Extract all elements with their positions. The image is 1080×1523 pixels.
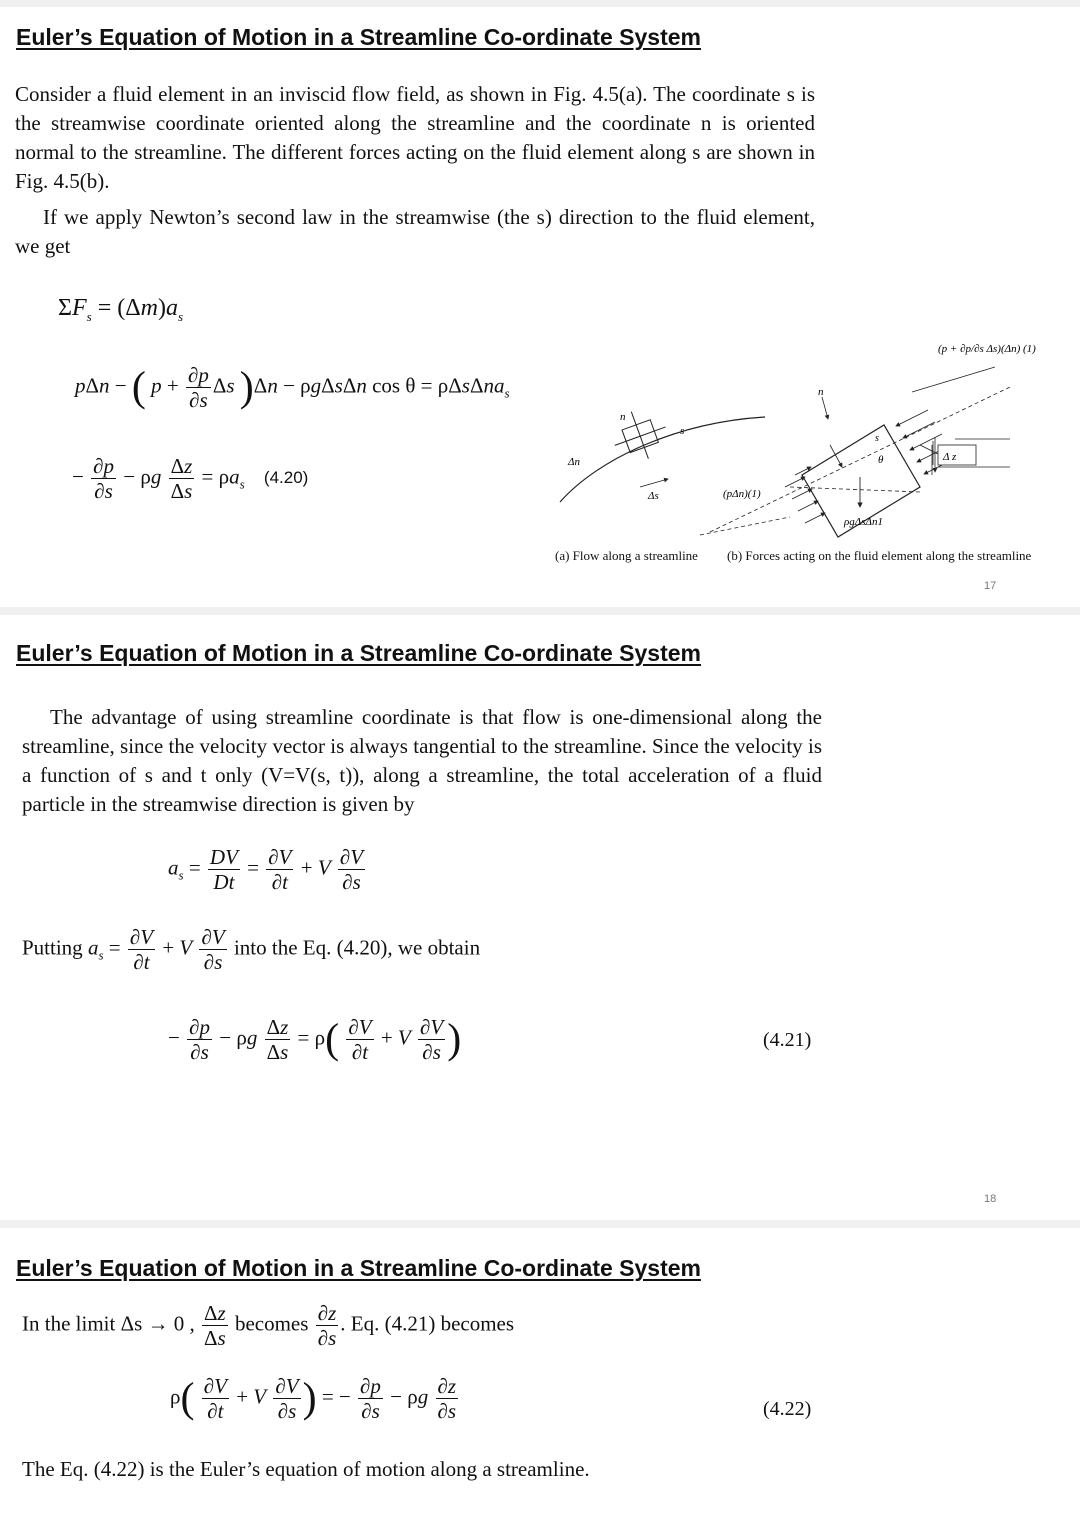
streamline-figure: [540, 327, 1080, 547]
limit-line: In the limit Δs → 0 , $\frac{\Delta z}{\Delta s}$ becomes $\frac{\partial z}{\partial s}$ . Eq. (4.21) becomes: [22, 1301, 515, 1350]
newton-paragraph: If we apply Newton’s second law in the streamwise (the s) direction to the fluid element, we get: [15, 205, 815, 258]
closing-sentence: The Eq. (4.22) is the Euler’s equation of motion along a streamline.: [22, 1457, 590, 1481]
page-number: 18: [984, 1193, 997, 1205]
svg-text:(p + ∂p/∂s Δs)(Δn) (1): (p + ∂p/∂s Δs)(Δn) (1): [938, 343, 1036, 355]
equation-label: (4.22): [763, 1398, 812, 1420]
svg-text:n: n: [620, 411, 626, 423]
upstream-pressure-label: [938, 343, 1036, 355]
svg-text:(pΔn)(1): (pΔn)(1): [723, 488, 761, 500]
fluid-element-b: [700, 367, 1010, 537]
equation-label: (4.21): [763, 1029, 812, 1051]
slide-title: Euler’s Equation of Motion in a Streamline Co-ordinate System: [16, 1255, 701, 1281]
figure-caption-b: (b) Forces acting on the fluid element along the streamline: [727, 548, 1032, 563]
svg-text:ρgΔsΔn1: ρgΔsΔn1: [844, 516, 883, 528]
equation-label: (4.20): [263, 468, 309, 488]
sum-forces-equation: $\Sigma F_s = (\Delta m)a_s$: [58, 295, 184, 324]
force-balance-equation: pΔn − ( p + $\frac{\partial p}{\partial s}$ Δs )Δn − ρgΔsΔn cos θ = ρΔsΔna$_s$: [75, 363, 510, 412]
slide-title: Euler’s Equation of Motion in a Streamline Co-ordinate System: [16, 640, 701, 666]
equation-4-22: ρ( $\frac{\partial V}{\partial t}$ + V $\frac{\partial V}{\partial s}$ ) = − $\frac{\partial p}{\partial s}$ − ρg $\frac{\partial z}{\partial s}$: [170, 1374, 457, 1423]
svg-text:n: n: [818, 386, 824, 398]
svg-text:s: s: [875, 433, 879, 444]
svg-text:θ: θ: [878, 454, 884, 466]
svg-text:s: s: [680, 425, 685, 437]
slide-17: [0, 7, 1080, 607]
slide-title: Euler’s Equation of Motion in a Streamline Co-ordinate System: [16, 24, 701, 50]
acceleration-equation: $a_s$ = $\frac{DV}{Dt}$ = $\frac{\partial V}{\partial t}$ + V $\frac{\partial V}{\partial s}$: [168, 845, 364, 894]
slide-19: [0, 1228, 1080, 1523]
svg-text:Δn: Δn: [568, 456, 580, 468]
advantage-paragraph: The advantage of using streamline coordinate is that flow is one-dimensional along the streamline, since the velocity vector is always tangential to the streamline. Since the velocity is a function of s and t only (V=V(s, t)), along a streamline, the total acceleration of a fluid particle in the streamwise direction is given by: [22, 705, 822, 816]
svg-text:Δs: Δs: [648, 490, 659, 502]
slide-18: [0, 615, 1080, 1220]
svg-text:Δ z: Δ z: [943, 451, 957, 463]
equation-4-20: − $\frac{\partial p}{\partial s}$ − ρg $\frac{\Delta z}{\Delta s}$ = $\rho a_s$ (4.20): [72, 454, 309, 503]
putting-line: Putting $a_s$ = $\frac{\partial V}{\partial t}$ + V $\frac{\partial V}{\partial s}$ into the Eq. (4.20), we obtain: [22, 925, 481, 974]
page-number: 17: [984, 580, 997, 592]
equation-4-21: − $\frac{\partial p}{\partial s}$ − ρg $\frac{\Delta z}{\Delta s}$ = ρ( $\frac{\partial V}{\partial t}$ + V $\frac{\partial V}{\partial s}$ ): [168, 1015, 462, 1064]
intro-paragraph: Consider a fluid element in an inviscid flow field, as shown in Fig. 4.5(a). The coordinate s is the streamwise coordinate oriented along the streamline and the coordinate n is oriented normal to the streamline. The different forces acting on the fluid element along s are shown in Fig. 4.5(b).: [15, 82, 815, 193]
figure-caption-a: (a) Flow along a streamline: [555, 548, 698, 563]
